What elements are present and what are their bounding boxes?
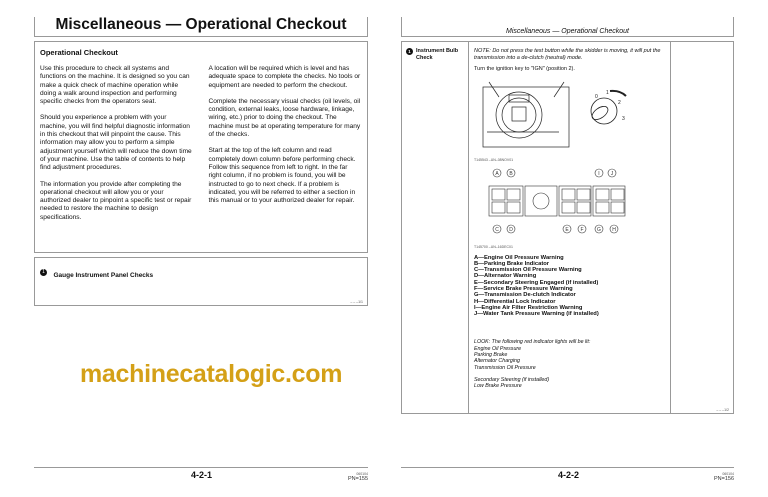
footer-rule xyxy=(401,467,734,468)
step-content xyxy=(474,48,666,390)
indicator-panel-illustration xyxy=(481,166,631,236)
section-heading: Operational Checkout xyxy=(40,48,118,57)
box-ref: – – –1/2 xyxy=(716,408,729,412)
callout-g: G xyxy=(597,226,601,233)
paragraph: Complete the necessary visual checks (oil levels, oil condition, external leaks, loose hardware, linkage, wiring, etc.) prior to doing the checkout. The machine must be at operating temperature for many of the checks. xyxy=(208,97,361,139)
intro-column-1 xyxy=(40,65,194,230)
page-title: Miscellaneous — Operational Checkout xyxy=(34,17,368,37)
legend-item: D—Alternator Warning xyxy=(474,273,537,280)
paragraph: Use this procedure to check all systems and functions on the machine. It is designed so you can make a quick check of machine operation while doing a walk around inspection and performing specific checks from the operators seat. xyxy=(40,65,190,106)
callout-i: I xyxy=(598,170,600,177)
watermark: machinecatalogic.com xyxy=(80,360,343,388)
callout-d: D xyxy=(509,226,513,233)
note-text: NOTE: Do not press the test button while the skidder is moving, it will put the transmission into a de-clutch (neutral) mode. xyxy=(474,48,661,61)
key-position-3: 3 xyxy=(622,116,625,122)
key-position-2: 2 xyxy=(618,100,621,106)
intro-column-2 xyxy=(209,65,363,230)
look-line: Low Brake Pressure xyxy=(474,383,522,390)
look-line: Parking Brake xyxy=(474,352,508,359)
footer-rule xyxy=(34,467,368,468)
ignition-switch-detail xyxy=(582,86,632,131)
step-number-badge: 1 xyxy=(40,269,47,276)
callout-legend xyxy=(474,255,666,318)
legend-item: C—Transmission Oil Pressure Warning xyxy=(474,267,582,274)
legend-item: I—Engine Air Filter Restriction Warning xyxy=(474,304,583,311)
look-line: Secondary Steering (if installed) xyxy=(474,376,550,383)
legend-item: H—Differential Lock Indicator xyxy=(474,298,556,305)
step-label xyxy=(406,48,466,61)
callout-b: B xyxy=(509,170,513,177)
callout-h: H xyxy=(612,226,616,233)
figure-caption: T145700 –UN–16DEC01 xyxy=(474,244,513,249)
legend-item: B—Parking Brake Indicator xyxy=(474,260,550,267)
look-line: Engine Oil Pressure xyxy=(474,345,522,352)
callout-j: J xyxy=(610,170,614,177)
look-line: Transmission Oil Pressure xyxy=(474,364,536,371)
box-ref: – – –1/1 xyxy=(350,300,363,304)
step-table xyxy=(401,41,734,414)
paragraph: Should you experience a problem with your machine, you will find helpful diagnostic information in this checkout that will pinpoint the cause. This information may allow you to perform a simple adjustment yourself which will reduce the down time of your machine. Use the table of contents to help find adjustment procedures. xyxy=(40,114,192,172)
step-title: Instrument Bulb Check xyxy=(416,48,459,61)
paragraph: The information you provide after completing the operational checkout will allow you or your authorized dealer to pinpoint a specific test or repair needed to restore the machine to design specifications. xyxy=(40,180,192,221)
column-divider xyxy=(670,42,671,413)
running-header: Miscellaneous — Operational Checkout xyxy=(401,17,734,37)
legend-item: G—Transmission De-clutch Indicator xyxy=(474,292,576,299)
key-position-1: 1 xyxy=(606,90,609,96)
paragraph: A location will be required which is level and has adequate space to complete the checks. No tools or equipment are needed to perform the checkout. xyxy=(208,65,361,89)
look-line: LOOK: The following red indicator lights will be lit: xyxy=(474,339,591,346)
key-position-0: 0 xyxy=(595,94,598,100)
ignition-key-illustration xyxy=(479,77,579,152)
page-pn: 060104 PN=156 xyxy=(713,472,734,482)
instruction-text: Turn the ignition key to "IGN" (position 2). xyxy=(474,66,575,72)
callout-e: E xyxy=(565,226,569,233)
callout-a: A xyxy=(495,170,499,177)
paragraph: Start at the top of the left column and read completely down column before performing check. Follow this sequence from left to right. In the far right column, if no problem is found, you will be instructed to go to next check. If a problem is indicated, you will be referred to either a section in this manual or to your authorized dealer for repair. xyxy=(208,147,356,205)
intro-box xyxy=(34,41,368,253)
page-number: 4-2-1 xyxy=(191,470,213,480)
page-number: 4-2-2 xyxy=(558,470,580,480)
page-pn: 060104 PN=155 xyxy=(347,472,368,482)
step-box xyxy=(34,257,368,306)
legend-item: F—Service Brake Pressure Warning xyxy=(474,285,573,292)
legend-item: J—Water Tank Pressure Warning (if installed) xyxy=(474,311,599,318)
step-number-badge: 1 xyxy=(406,48,413,55)
step-title: Gauge Instrument Panel Checks xyxy=(53,272,154,279)
look-line: Alternator Charging xyxy=(474,358,520,365)
legend-item: E—Secondary Steering Engaged (if installed) xyxy=(474,279,599,286)
column-divider xyxy=(468,42,469,413)
look-list xyxy=(474,339,666,389)
figure-caption: T145543 –UN–08NOV01 xyxy=(474,157,514,162)
callout-c: C xyxy=(495,226,499,233)
callout-f: F xyxy=(580,226,584,233)
legend-item: A—Engine Oil Pressure Warning xyxy=(474,254,564,261)
